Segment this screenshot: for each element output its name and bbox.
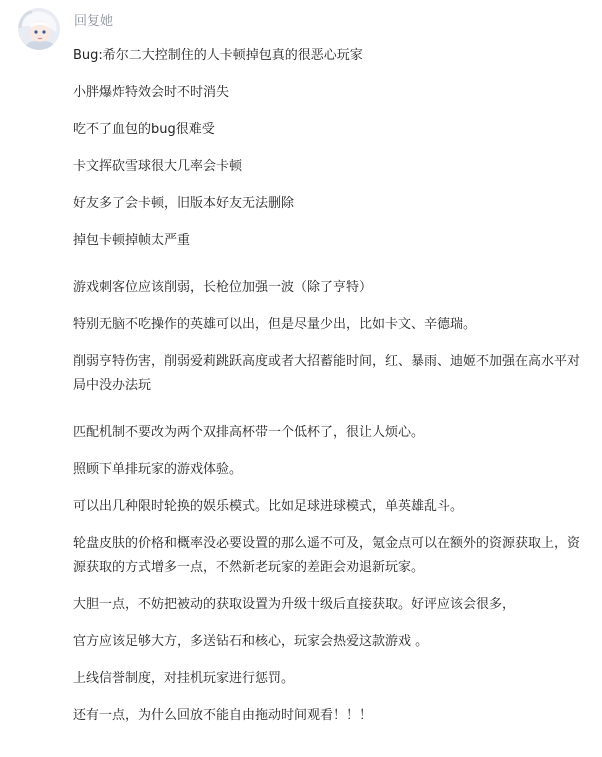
avatar[interactable] (18, 8, 60, 50)
reply-content (73, 44, 585, 741)
paragraph: 上线信誉制度，对挂机玩家进行惩罚。 (73, 671, 295, 686)
paragraph: 官方应该足够大方，多送钻石和核心，玩家会热爱这款游戏 。 (73, 634, 429, 649)
paragraph: 掉包卡顿掉帧太严重 (73, 233, 191, 248)
paragraph: 吃不了血包的bug很难受 (73, 122, 215, 137)
paragraph: 削弱亨特伤害，削弱爱莉跳跃高度或者大招蓄能时间，红、暴雨、迪姬不加强在高水平对局中没办法玩 (73, 354, 581, 393)
paragraph: 可以出几种限时轮换的娱乐模式。比如足球进球模式，单英雄乱斗。 (73, 499, 464, 514)
paragraph: 照顾下单排玩家的游戏体验。 (73, 462, 243, 477)
paragraph: 小胖爆炸特效会时不时消失 (73, 85, 230, 100)
paragraph: Bug:希尔二大控制住的人卡顿掉包真的很恶心玩家 (73, 48, 363, 63)
paragraph: 还有一点，为什么回放不能自由拖动时间观看！！！ (73, 708, 373, 723)
paragraph: 轮盘皮肤的价格和概率没必要设置的那么遥不可及，氪金点可以在额外的资源获取上，资源获取的方式增多一点，不然新老玩家的差距会劝退新玩家。 (73, 536, 581, 575)
paragraph: 卡文挥砍雪球很大几率会卡顿 (73, 159, 243, 174)
author-name[interactable]: 回复她 (74, 14, 114, 29)
avatar-icon (18, 8, 60, 50)
paragraph: 游戏刺客位应该削弱，长枪位加强一波（除了亨特） (73, 280, 373, 295)
paragraph: 特别无脑不吃操作的英雄可以出，但是尽量少出，比如卡文、辛德瑞。 (73, 317, 477, 332)
paragraph: 好友多了会卡顿，旧版本好友无法删除 (73, 196, 295, 211)
paragraph: 匹配机制不要改为两个双排高杯带一个低杯了，很让人烦心。 (73, 425, 425, 440)
paragraph: 大胆一点，不妨把被动的获取设置为升级十级后直接获取。好评应该会很多， (73, 597, 516, 612)
